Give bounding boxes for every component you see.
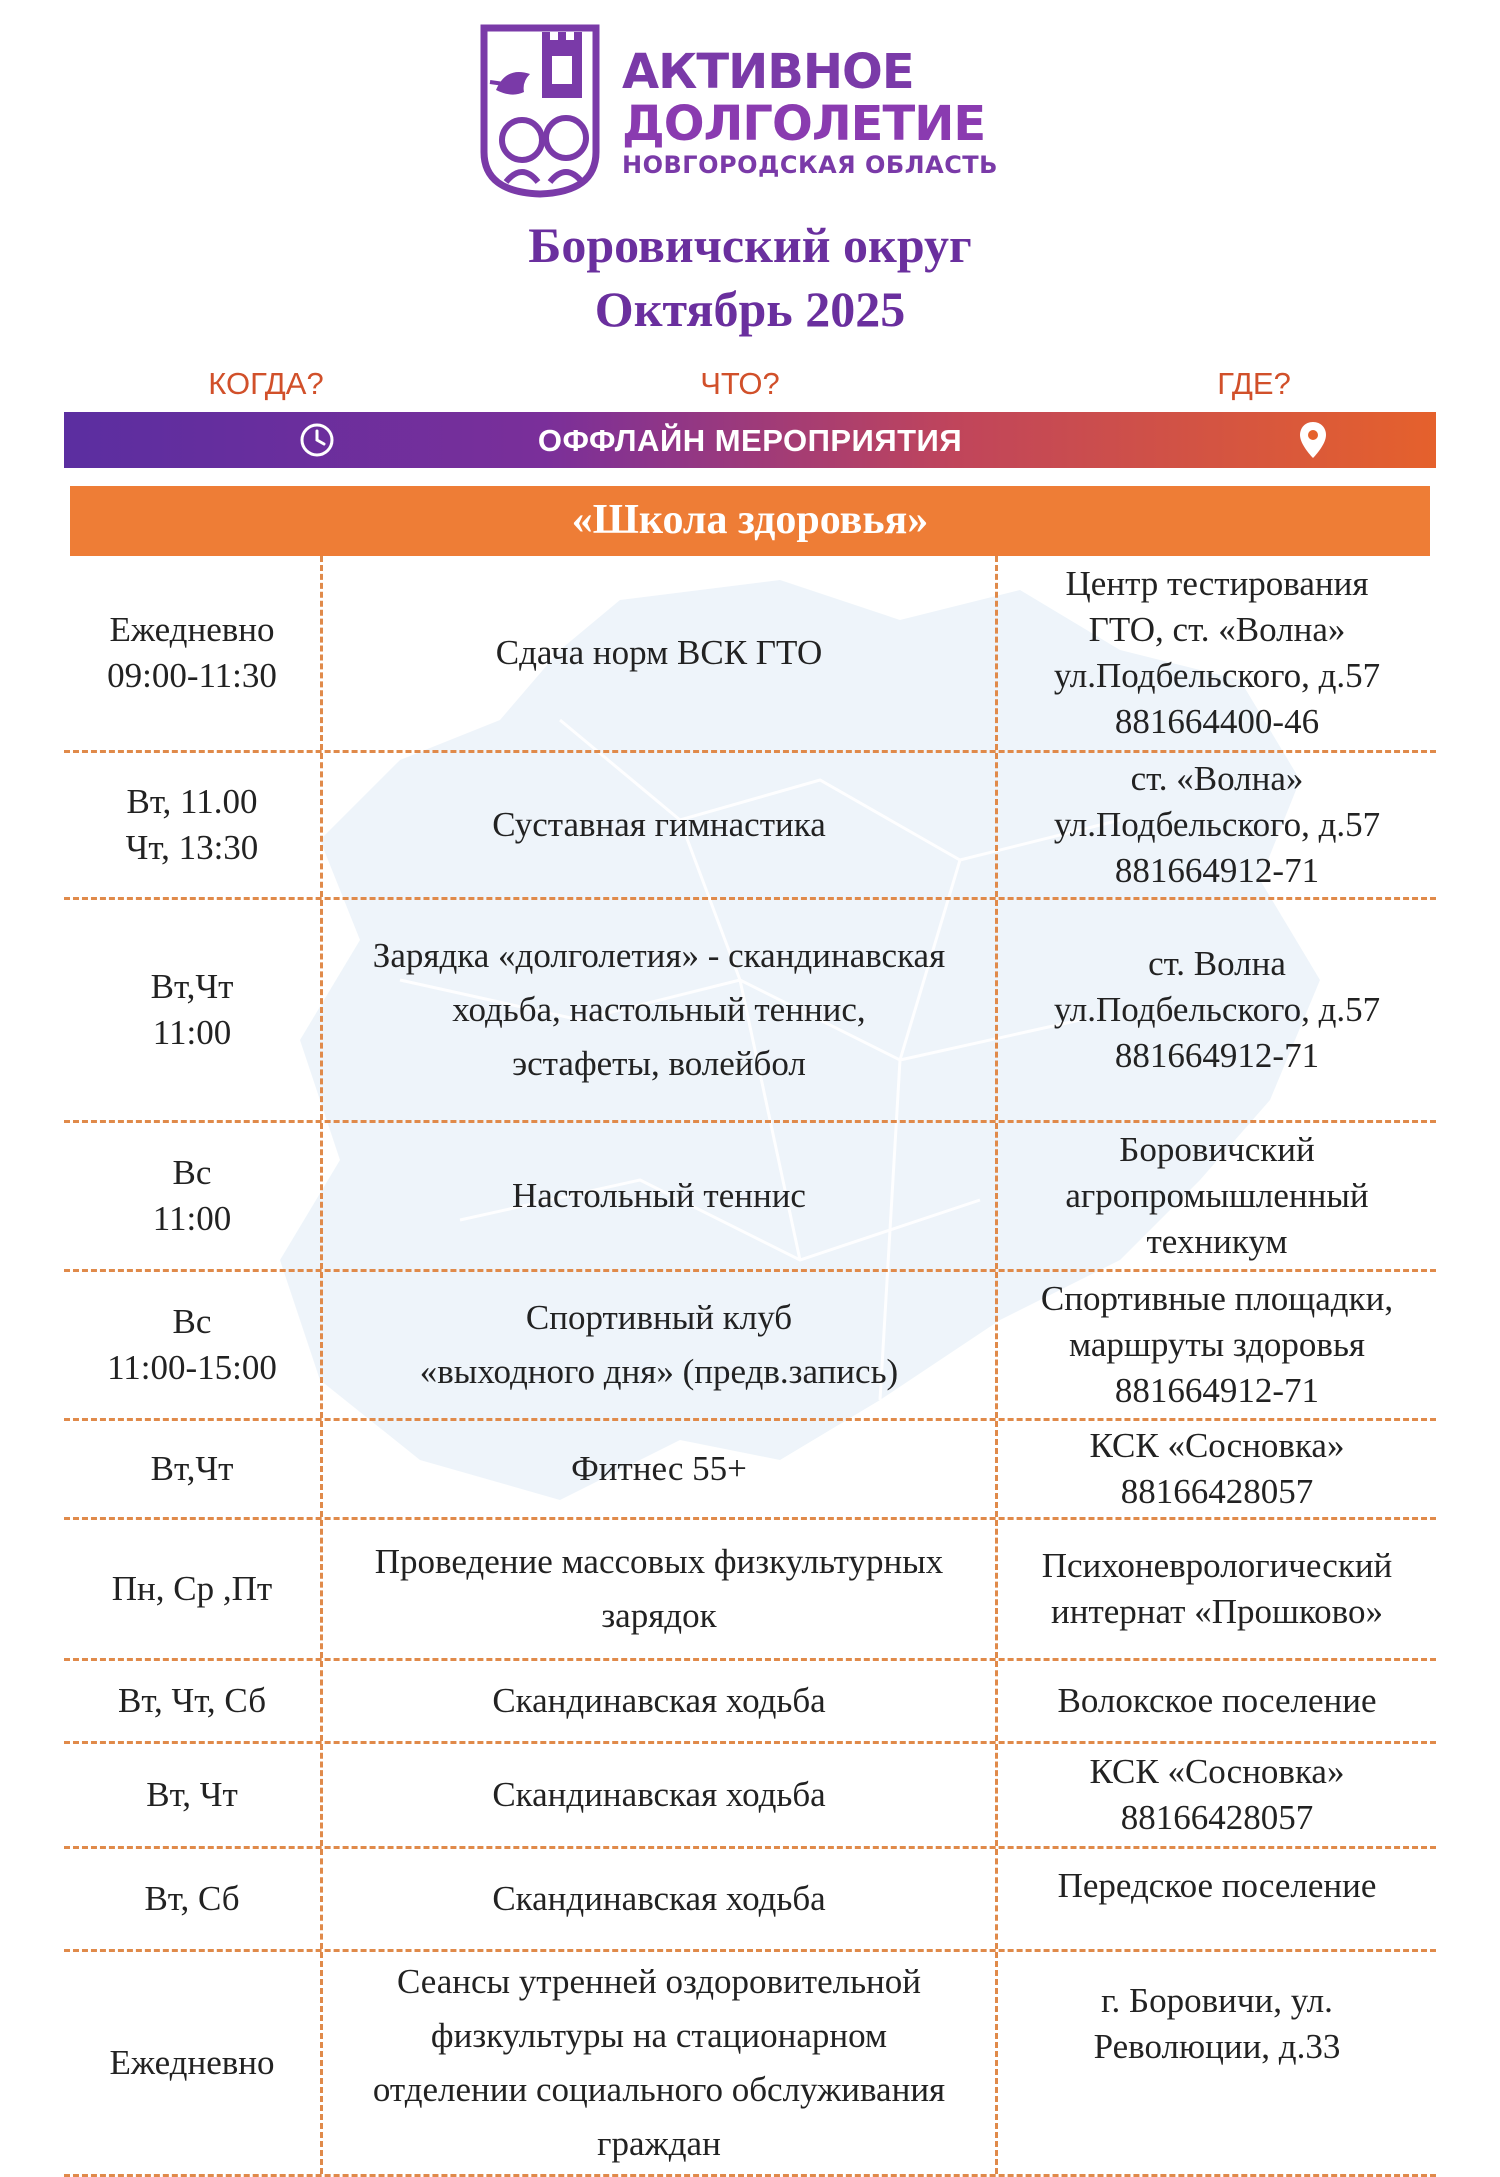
cell-what: Спортивный клуб «выходного дня» (предв.запись): [320, 1272, 998, 1418]
logo-line-1: АКТИВНОЕ: [622, 44, 914, 100]
cell-when: Ежедневно: [109, 2043, 275, 2082]
cell-where: ст. Волна ул.Подбельского, д.57 881664912-71: [1053, 944, 1381, 1075]
column-heading-where: ГДЕ?: [1217, 366, 1291, 401]
table-row: [64, 1952, 1436, 2177]
page-title: Боровичский округ: [528, 217, 972, 273]
cell-when: Пн, Ср ,Пт: [111, 1569, 273, 1608]
cell-what: Настольный теннис: [320, 1123, 998, 1269]
offline-events-banner: [64, 412, 1436, 468]
cell-where: Центр тестирования ГТО, ст. «Волна» ул.Подбельского, д.57 881664400-46: [1053, 564, 1381, 741]
logo-line-2: ДОЛГОЛЕТИЕ: [622, 96, 986, 152]
banner-label: ОФФЛАЙН МЕРОПРИЯТИЯ: [537, 423, 963, 458]
table-row: [64, 1744, 1436, 1849]
table-row: [64, 1272, 1436, 1421]
cell-where: ст. «Волна» ул.Подбельского, д.57 881664912-71: [1053, 759, 1381, 890]
column-heading-what: ЧТО?: [700, 366, 780, 401]
cell-what: Проведение массовых физкультурных зарядок: [320, 1520, 998, 1658]
logo-emblem-icon: [476, 22, 604, 198]
cell-when: Вс 11:00: [152, 1153, 232, 1238]
table-row: [64, 1123, 1436, 1272]
cell-when: Вт,Чт 11:00: [150, 967, 234, 1052]
column-heading-when: КОГДА?: [208, 366, 324, 401]
cell-when: Вт, Чт: [146, 1775, 238, 1814]
cell-where: Передское поселение: [1057, 1866, 1377, 1905]
cell-what: Скандинавская ходьба: [320, 1661, 998, 1741]
table-row: [64, 1661, 1436, 1744]
cell-what: Зарядка «долголетия» - скандинавская ходьба, настольный теннис, эстафеты, волейбол: [320, 900, 998, 1120]
cell-when: Вс 11:00-15:00: [107, 1302, 277, 1387]
cell-when: Вт, 11.00 Чт, 13:30: [125, 782, 259, 867]
cell-where: Спортивные площадки, маршруты здоровья 881664912-71: [1040, 1279, 1394, 1410]
cell-what: Скандинавская ходьба: [320, 1744, 998, 1846]
cell-what: Суставная гимнастика: [320, 753, 998, 897]
table-row: [64, 753, 1436, 900]
location-pin-icon: [1298, 420, 1328, 460]
table-row: [64, 900, 1436, 1123]
section-title-health-school: «Школа здоровья»: [70, 486, 1430, 556]
cell-where: КСК «Сосновка» 88166428057: [1089, 1752, 1345, 1837]
events-table: [64, 556, 1436, 2177]
table-row: [64, 1520, 1436, 1661]
cell-what: Фитнес 55+: [320, 1421, 998, 1517]
cell-where: Боровичский агропромышленный техникум: [1065, 1130, 1369, 1261]
table-row: [64, 1849, 1436, 1952]
cell-what: Сеансы утренней оздоровительной физкультуры на стационарном отделении социального обслуживания граждан: [320, 1952, 998, 2174]
activnoe-dolgoletie-logo: [476, 22, 1036, 200]
cell-what: Сдача норм ВСК ГТО: [320, 556, 998, 750]
table-row: [64, 1421, 1436, 1520]
cell-when: Вт,Чт: [150, 1449, 234, 1488]
cell-when: Ежедневно 09:00-11:30: [107, 610, 277, 695]
cell-when: Вт, Сб: [144, 1879, 240, 1918]
cell-where: Психоневрологический интернат «Прошково»: [1041, 1546, 1393, 1631]
cell-where: КСК «Сосновка» 88166428057: [1089, 1426, 1345, 1511]
cell-where: г. Боровичи, ул. Революции, д.33: [1093, 1981, 1341, 2066]
cell-where: Волокское поселение: [1057, 1681, 1377, 1720]
logo-line-3: НОВГОРОДСКАЯ ОБЛАСТЬ: [622, 151, 998, 179]
cell-what: Скандинавская ходьба: [320, 1849, 998, 1949]
cell-when: Вт, Чт, Сб: [118, 1681, 266, 1720]
table-row: [64, 556, 1436, 753]
logo-text: [622, 46, 998, 180]
page-subtitle-date: Октябрь 2025: [594, 281, 906, 337]
